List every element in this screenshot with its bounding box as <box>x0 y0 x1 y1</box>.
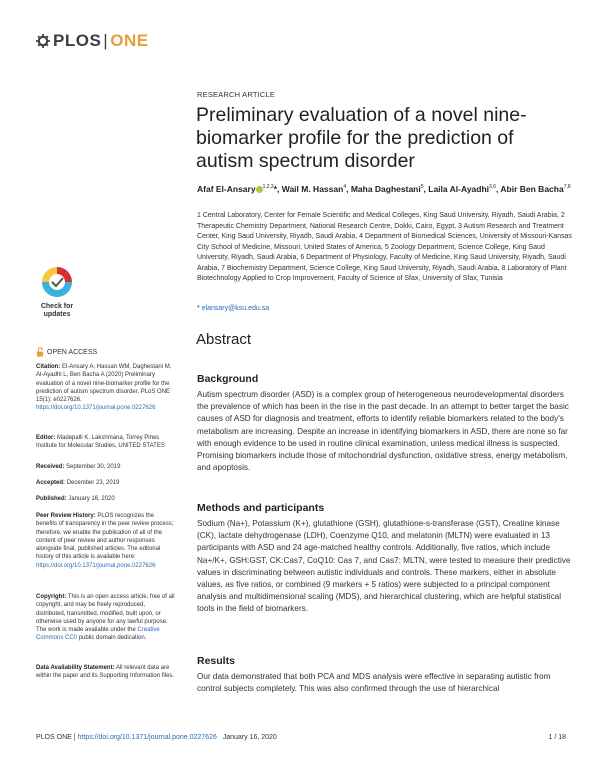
open-access-label: OPEN ACCESS <box>47 348 98 356</box>
received-label: Received: <box>36 464 65 470</box>
check-for-updates-label[interactable]: Check for updates <box>40 303 74 318</box>
peer-review-label: Peer Review History: <box>36 513 96 519</box>
author-affil: 7,8 <box>563 184 571 190</box>
citation-label: Citation: <box>36 364 61 370</box>
copyright-label: Copyright: <box>36 594 67 600</box>
published-block <box>36 495 176 503</box>
abstract-heading: Abstract <box>196 331 252 348</box>
peer-review-link[interactable]: https://doi.org/10.1371/journal.pone.0227626 <box>36 562 156 569</box>
data-availability-block <box>36 664 176 681</box>
copyright-block <box>36 593 176 643</box>
results-text: Our data demonstrated that both PCA and MDS analysis were effective in separating autistic from control subjects completely. This was also confirmed through the use of hierarchical <box>197 672 551 694</box>
author-affil: 1,2,3 <box>262 184 274 190</box>
author-affil: 4 <box>343 184 347 190</box>
corresponding-email: * elansary@ksu.edu.sa <box>197 305 270 312</box>
orcid-icon[interactable] <box>256 186 263 193</box>
published-label: Published: <box>36 496 67 502</box>
accepted-date: December 23, 2019 <box>66 480 120 486</box>
citation-text: El-Ansary A, Hassan WM, Daghestani M, Al-Ayadhi L, Ben Bacha A (2020) Preliminary evaluation of a novel nine-biomarker profile for the prediction of autism spectrum disorder. PLoS ONE 15(1): e0227626. <box>36 364 172 404</box>
accepted-label: Accepted: <box>36 480 66 486</box>
cc0-link[interactable]: Creative Commons CC0 <box>36 627 160 642</box>
author-list: Afaf El-Ansary $^{1,2,3}$*, Wail M. Hassan$^4$, Maha Daghestani$^5$, Laila Al-Ayadhi$^{3,6}$, Abir Ben Bacha$^{7,8}$ <box>197 183 571 194</box>
affiliations: 1 Central Laboratory, Center for Female Scientific and Medical Colleges, King Saud University, Riyadh, Saudi Arabia, 2 Therapeutic Chemistry Department, National Research Centre, Dokki, Cairo, Egypt, 3 Autism Research and Treatment Center, King Saud University, Riyadh, Saudi Arabia, 4 Department of Biomedical Sciences, University of Missouri-Kansas City School of Medicine, Missouri, United States of America, 5 Zoology Department, Science College, King Saud University, Riyadh, Saudi Arabia, 6 Department of Physiology, Faculty of Medicine, King Saud University, Riyadh, Saudi Arabia, 7 Biochemistry Department, Science College, King Saud University, Riyadh, Saudi Arabia, 8 Laboratory of Plant Biotechnology Applied to Crop Improvement, Faculty of Science of Sfax, University of Sfax, Tunisia <box>197 212 572 282</box>
published-date: January 16, 2020 <box>68 496 115 502</box>
email-link[interactable]: elansary@ksu.edu.sa <box>201 305 270 312</box>
peer-review-text: PLOS recognizes the benefits of transparency in the peer review process; therefore, we enable the publication of all of the content of peer review and author responses alongside final, published articles. The editorial history of this article is available here: <box>36 513 174 561</box>
footer-date: January 16, 2020 <box>222 734 277 741</box>
open-access <box>36 347 97 357</box>
peer-review-block <box>36 512 176 570</box>
data-availability-label: Data Availability Statement: <box>36 665 115 671</box>
page-footer <box>36 734 566 741</box>
received-date: September 30, 2019 <box>66 464 121 470</box>
logo-plos: PLOS <box>53 31 102 50</box>
author-name: Wail M. Hassan <box>281 183 344 194</box>
open-lock-icon <box>36 347 44 357</box>
author-affil: 3,6 <box>489 184 496 190</box>
check-for-updates-icon[interactable] <box>30 263 84 303</box>
plos-gear-icon <box>36 34 50 48</box>
copyright-tail: public domain dedication. <box>78 635 147 642</box>
author-name: Afaf El-Ansary <box>197 183 256 194</box>
author-affil: 5 <box>420 184 424 190</box>
footer-sep: | <box>73 734 76 741</box>
plos-one-logo[interactable] <box>36 31 149 51</box>
editor-label: Editor: <box>36 435 56 441</box>
editor-text: Madepalli K. Lakshmana, Torrey Pines Institute for Molecular Studies, UNITED STATES <box>36 435 165 450</box>
background-text: Autism spectrum disorder (ASD) is a complex group of heterogeneous neurodevelopmental disorders the prevalence of which has been in the rise in the past decade. In an attempt to better target the basic causes of ASD for diagnosis and treatment, efforts to identify reliable biomarkers related to the body's metabolism are increasing. Despite an increase in identifying biomarkers in ASD, there are none so far with enough evidence to be used in routine clinical examination, unless medical illness is suspected. Promising biomarkers include those of mitochondrial dysfunction, oxidative stress, energy metabolism, and apoptosis. <box>197 390 569 473</box>
author-name: Maha Daghestani <box>350 183 421 194</box>
data-availability-text: All relevant data are within the paper and its Supporting Information files. <box>36 665 175 680</box>
author-name: Laila Al-Ayadhi <box>428 183 490 194</box>
citation-block <box>36 363 176 413</box>
page-number: 1 / 18 <box>548 734 566 741</box>
footer-doi-link[interactable]: https://doi.org/10.1371/journal.pone.0227626 <box>77 734 217 741</box>
article-type: RESEARCH ARTICLE <box>197 90 276 99</box>
background-heading: Background <box>197 373 259 385</box>
author-name: Abir Ben Bacha <box>500 183 564 194</box>
methods-text: Sodium (Na+), Potassium (K+), glutathione (GSH), glutathione-s-transferase (GST), Creatine kinase (CK), lactate dehydrogenase (LDH), Coenzyme Q10, and melatonin (MLTN) were evaluated in 13 participants with ASD and 24 age-matched healthy controls. Additionally, five ratios, which include Na+/K+, GSH:GST, CK:Cas7, CoQ10: Cas 7, and Cas7: MLTN, were tested to measure their predictive values in discriminating between autistic individuals and controls. These markers, either in absolute values, as five ratios, or combined (9 markers + 5 ratios) were subjected to a principal component analysis and multidimensional scaling (MDS), and hierarchical clustering, which are helpful statistical tools in the field of biomarkers. <box>197 519 571 614</box>
methods-heading: Methods and participants <box>197 502 325 514</box>
results-heading: Results <box>197 655 235 667</box>
footer-journal: PLOS ONE <box>36 734 72 741</box>
copyright-text: This is an open access article, free of all copyright, and may be freely reproduced, distributed, transmitted, modified, built upon, or otherwise used by anyone for any lawful purpose. The work is made available under the <box>36 594 175 634</box>
received-block <box>36 463 176 471</box>
editor-block <box>36 434 176 451</box>
accepted-block <box>36 479 176 487</box>
citation-doi-link[interactable]: https://doi.org/10.1371/journal.pone.0227626 <box>36 405 156 412</box>
logo-one: ONE <box>110 31 149 50</box>
logo-divider: | <box>103 31 109 50</box>
article-title: Preliminary evaluation of a novel nine-biomarker profile for the prediction of autism spectrum disorder <box>196 104 527 172</box>
